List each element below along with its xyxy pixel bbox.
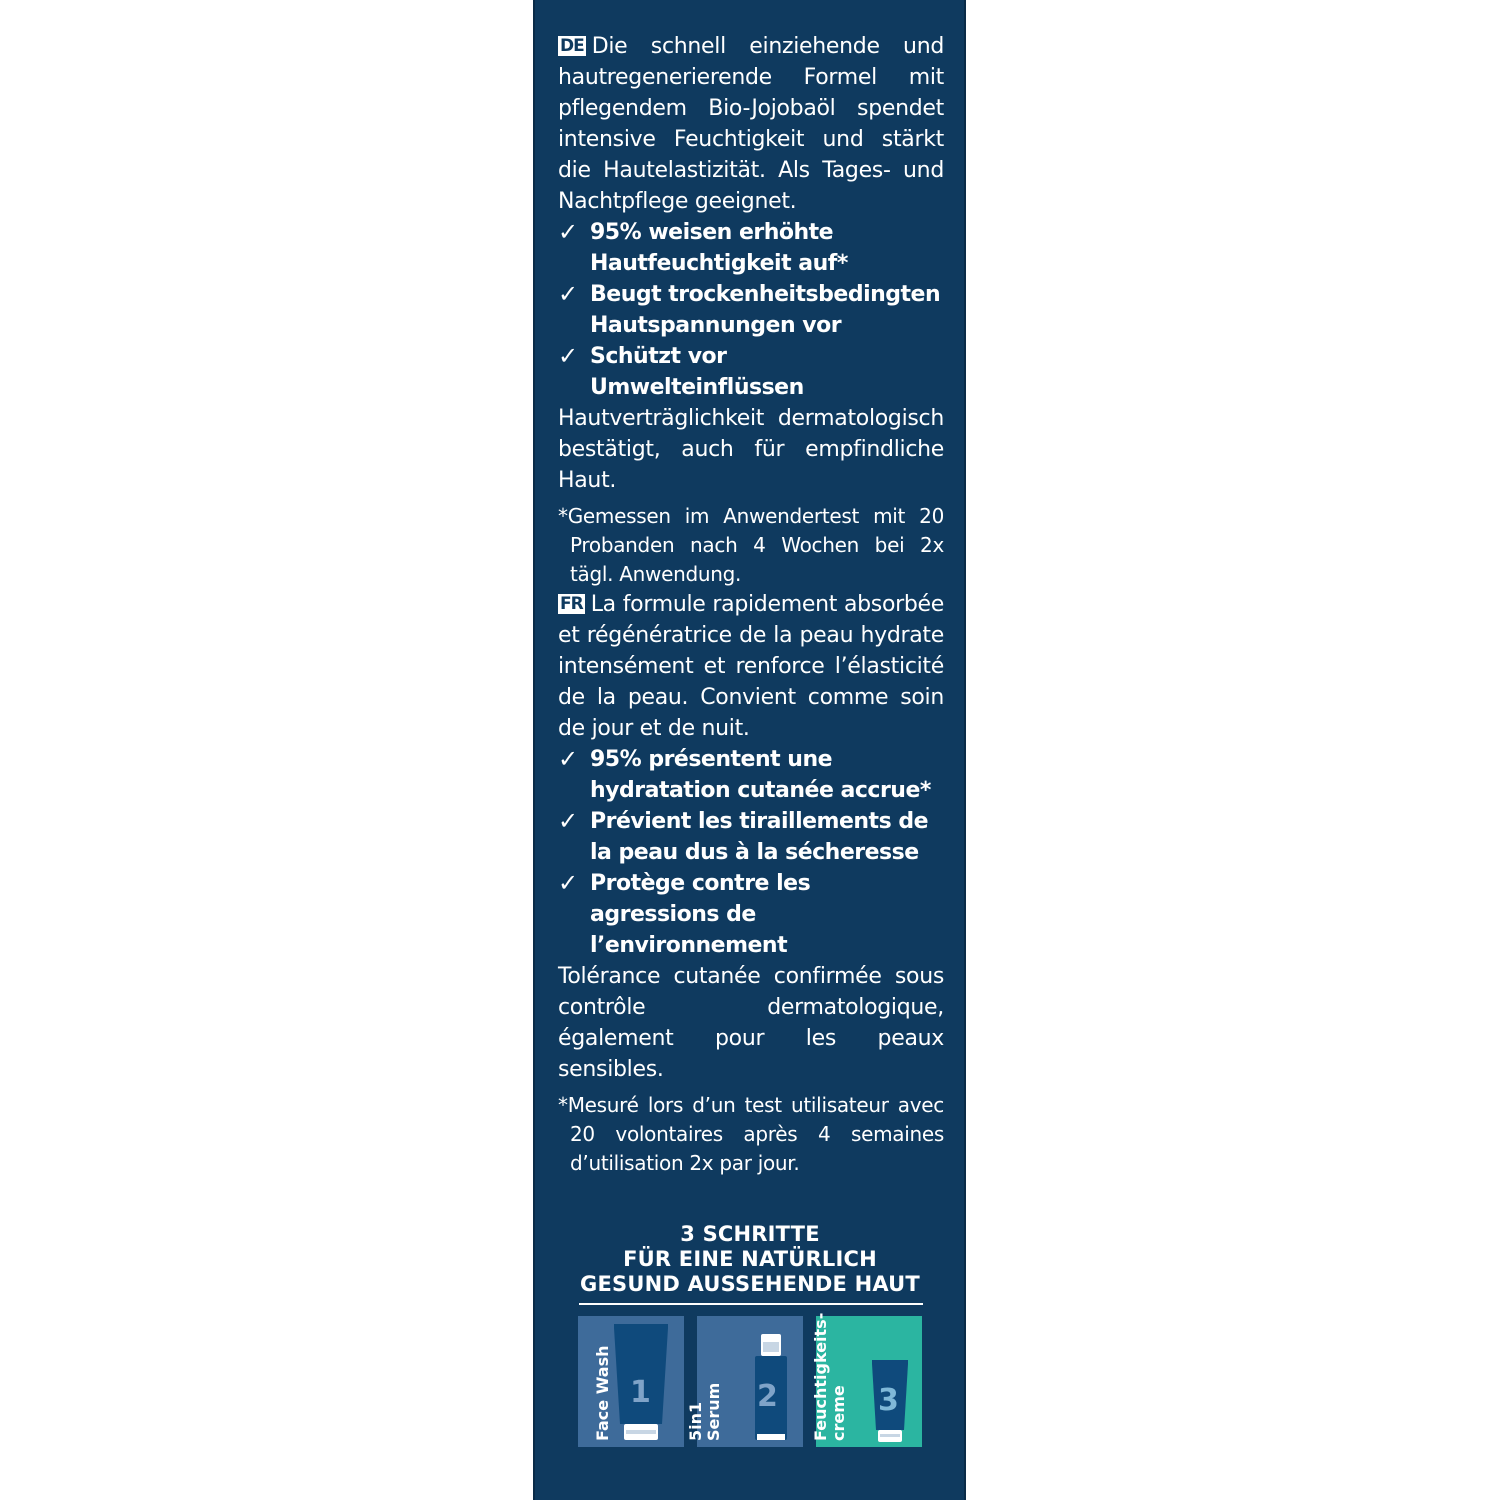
- step-card-face-wash: [578, 1316, 684, 1447]
- checkmark-icon: ✓: [558, 807, 578, 835]
- step-number: 1: [630, 1375, 651, 1410]
- french-description-block: [558, 589, 944, 1178]
- steps-title: [566, 1222, 934, 1297]
- german-tolerance-text: Hautverträglichkeit dermatologisch bestätigt, auch für empfindliche Haut.: [558, 406, 944, 493]
- step-label: [687, 1321, 723, 1441]
- step-label-line: Feuchtigkeits-: [811, 1312, 830, 1441]
- checkmark-icon: ✓: [558, 342, 578, 370]
- claim-item: [558, 868, 944, 961]
- german-description-block: [558, 31, 944, 589]
- claim-item: [558, 341, 944, 403]
- step-label-line: Serum: [704, 1382, 723, 1441]
- checkmark-icon: ✓: [558, 218, 578, 246]
- claim-text: Schützt vor Umwelteinflüssen: [590, 344, 804, 400]
- step-label-line: creme: [829, 1385, 848, 1441]
- german-intro: [558, 31, 944, 217]
- step-number: 2: [757, 1379, 778, 1414]
- steps-title-line: FÜR EINE NATÜRLICH: [623, 1247, 877, 1271]
- french-intro-text: La formule rapidement absorbée et régénératrice de la peau hydrate intensément et renforce l’élasticité de la peau. Convient comme soin de jour et de nuit.: [558, 592, 944, 741]
- german-footnote: *Gemessen im Anwendertest mit 20 Probanden nach 4 Wochen bei 2x tägl. Anwendung.: [558, 504, 944, 586]
- french-footnote: *Mesuré lors d’un test utilisateur avec 20 volontaires après 4 semaines d’utilisation 2x par jour.: [558, 1093, 944, 1175]
- french-intro: [558, 589, 944, 744]
- claim-text: Beugt trockenheitsbedingten Hautspannungen vor: [590, 282, 941, 338]
- checkmark-icon: ✓: [558, 869, 578, 897]
- claim-item: [558, 279, 944, 341]
- language-badge-de: DE: [560, 36, 584, 56]
- claim-item: [558, 806, 944, 868]
- claim-item: [558, 744, 944, 806]
- claim-text: Protège contre les agressions de l’environnement: [590, 871, 811, 958]
- step-card-moisturizer: [811, 1312, 922, 1447]
- step-label: [811, 1312, 848, 1441]
- german-intro-text: Die schnell einziehende und hautregenerierende Formel mit pflegendem Bio-Jojobaöl spendet intensive Feuchtigkeit und stärkt die Hautelastizität. Als Tages- und Nachtpflege geeignet.: [558, 34, 944, 214]
- steps-divider: [579, 1303, 923, 1305]
- step-label: [594, 1321, 612, 1441]
- french-tolerance-text: Tolérance cutanée confirmée sous contrôle dermatologique, également pour les peaux sensibles.: [558, 964, 944, 1082]
- step-number: 3: [878, 1383, 899, 1418]
- claim-text: 95% présentent une hydratation cutanée accrue*: [590, 747, 931, 803]
- language-badge-fr: FR: [560, 594, 583, 614]
- checkmark-icon: ✓: [558, 280, 578, 308]
- french-claims-list: [558, 744, 944, 961]
- steps-title-line: 3 SCHRITTE: [680, 1222, 820, 1246]
- claim-text: 95% weisen erhöhte Hautfeuchtigkeit auf*: [590, 220, 848, 276]
- checkmark-icon: ✓: [558, 745, 578, 773]
- step-label-line: Face Wash: [593, 1345, 612, 1441]
- german-claims-list: [558, 217, 944, 403]
- step-card-serum: [686, 1316, 803, 1447]
- step-label-line: 5in1: [686, 1401, 705, 1441]
- claim-item: [558, 217, 944, 279]
- steps-title-line: GESUND AUSSEHENDE HAUT: [580, 1272, 920, 1296]
- claim-text: Prévient les tiraillements de la peau dus à la sécheresse: [590, 809, 928, 865]
